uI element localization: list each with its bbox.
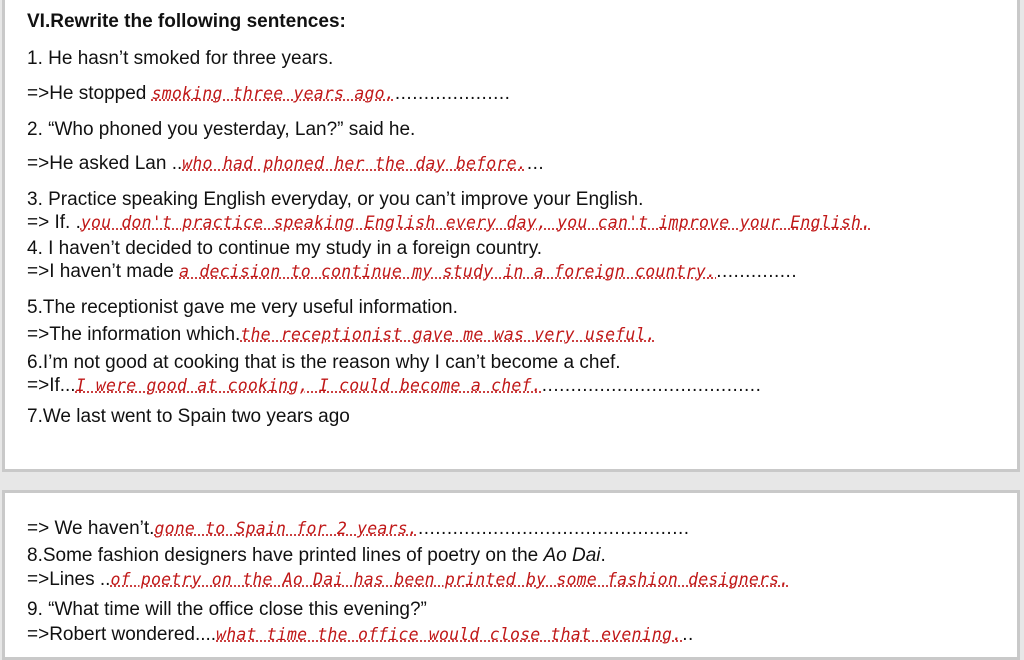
answer-prompt: => We haven’t. (27, 518, 155, 539)
question-3: 3. Practice speaking English everyday, or you can’t improve your English. (27, 189, 644, 210)
answer-prompt: =>Lines .. (27, 569, 111, 590)
answer-prompt: =>I haven’t made (27, 261, 180, 282)
answer-prompt: =>He stopped (27, 83, 152, 104)
handwritten-answer: you don't practice speaking English every day, you can't improve your English. (80, 213, 872, 232)
answer-trail: .................... (394, 83, 511, 104)
question-6: 6.I’m not good at cooking that is the reason why I can’t become a chef. (27, 352, 621, 373)
answer-trail: .. (682, 624, 694, 645)
question-end: . (600, 545, 606, 566)
handwritten-answer: the receptionist gave me was very useful. (240, 325, 656, 344)
question-2: 2. “Who phoned you yesterday, Lan?” said he. (27, 119, 416, 140)
answer-line-8 (27, 569, 789, 591)
worksheet-panel-top (2, 0, 1020, 472)
handwritten-answer: I were good at cooking, I could become a chef. (75, 376, 542, 395)
handwritten-answer: what time the office would close that evening. (216, 625, 683, 644)
question-1: 1. He hasn’t smoked for three years. (27, 48, 334, 69)
handwritten-answer: a decision to continue my study in a foreign country. (179, 262, 717, 281)
answer-prompt: =>He asked Lan .. (27, 153, 183, 174)
answer-line-9 (27, 624, 694, 646)
question-italic: Ao Dai (543, 545, 601, 566)
handwritten-answer: smoking three years ago. (151, 84, 395, 103)
question-4: 4. I haven’t decided to continue my study in a foreign country. (27, 238, 543, 259)
answer-line-1 (27, 83, 510, 105)
answer-prompt: =>The information which. (27, 324, 241, 345)
answer-trail: ... (526, 153, 545, 174)
answer-line-6 (27, 375, 761, 397)
answer-trail: ...................................... (541, 375, 762, 396)
question-9: 9. “What time will the office close this evening?” (27, 599, 427, 620)
answer-line-7 (27, 518, 690, 540)
answer-prompt: => If. . (27, 212, 81, 233)
answer-line-2 (27, 153, 544, 175)
answer-trail: ............................................... (417, 518, 690, 539)
answer-line-3 (27, 212, 871, 234)
handwritten-answer: of poetry on the Ao Dai has been printed by some fashion designers. (110, 570, 790, 589)
answer-line-5 (27, 324, 656, 346)
question-5: 5.The receptionist gave me very useful information. (27, 297, 458, 318)
question-7: 7.We last went to Spain two years ago (27, 406, 350, 427)
answer-line-4 (27, 261, 797, 283)
handwritten-answer: who had phoned her the day before. (182, 154, 527, 173)
answer-prompt: =>If... (27, 375, 76, 396)
question-text: 8.Some fashion designers have printed lines of poetry on the (27, 545, 544, 566)
answer-trail: .............. (716, 261, 798, 282)
section-title: VI.Rewrite the following sentences: (27, 11, 346, 32)
question-8 (27, 545, 606, 567)
answer-prompt: =>Robert wondered.... (27, 624, 217, 645)
handwritten-answer: gone to Spain for 2 years. (154, 519, 418, 538)
